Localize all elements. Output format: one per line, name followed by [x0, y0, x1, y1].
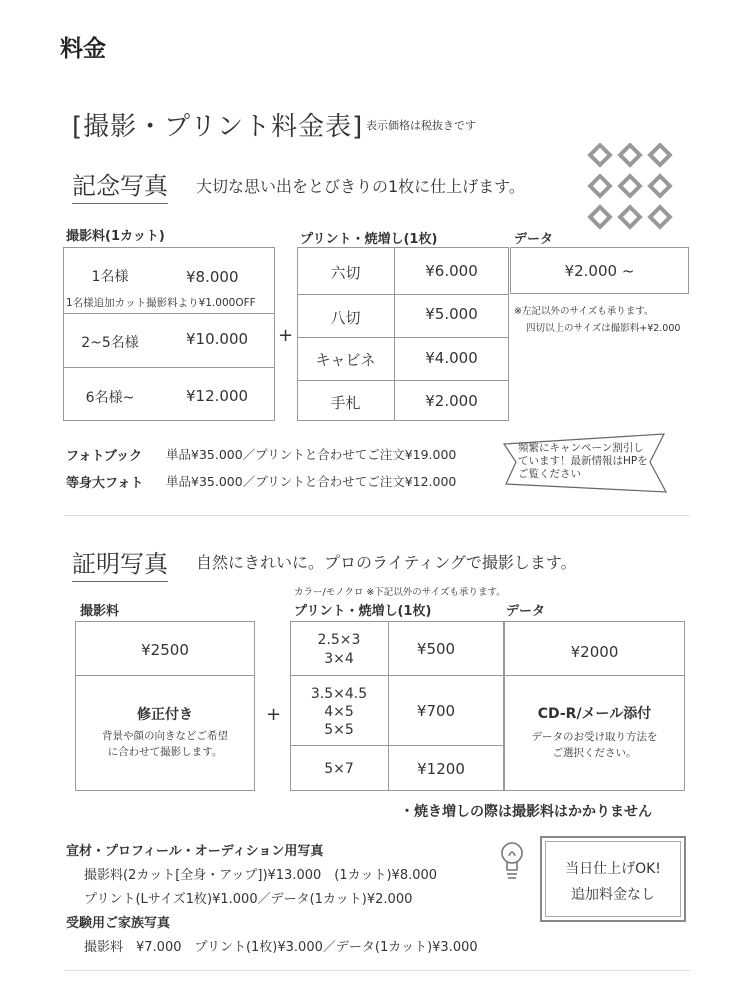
same-day-line-2: 追加料金なし [571, 887, 655, 903]
shoot-price-3: ¥12.000 [186, 387, 249, 405]
id-data-desc-1: データのお受け取り方法を [531, 731, 658, 743]
shoot-price-1: ¥8.000 [186, 268, 239, 286]
id-shoot-price: ¥2500 [141, 641, 189, 659]
memorial-heading: 記念写真 [72, 166, 168, 204]
promo-line-1: 撮影料(2カット[全身・アップ])¥13.000 (1カット)¥8.000 [84, 868, 438, 883]
section-separator [64, 970, 690, 971]
divider [290, 745, 504, 746]
id-print-size-2a: 3.5×4.5 [310, 686, 368, 702]
memorial-data-label: データ [514, 232, 554, 247]
divider [75, 675, 255, 676]
id-data-desc-2: ご選択ください。 [552, 747, 637, 759]
shoot-name-2: 2~5名様 [81, 335, 139, 351]
id-photo-tagline: 自然にきれいに。プロのライティングで撮影します。 [196, 553, 577, 572]
retouch-desc-2: に合わせて撮影します。 [107, 746, 223, 758]
print-price-1: ¥6.000 [425, 262, 478, 280]
id-print-size-2c: 5×5 [324, 722, 354, 738]
retouch-label: 修正付き [137, 707, 193, 723]
id-print-size-2b: 4×5 [324, 704, 354, 720]
tax-note: 表示価格は税抜きです [366, 119, 476, 132]
color-note: カラー/モノクロ ※下記以外のサイズも承ります。 [294, 587, 506, 598]
id-data-method: CD-R/メール添付 [537, 706, 652, 722]
print-price-3: ¥4.000 [425, 349, 478, 367]
print-price-2: ¥5.000 [425, 305, 478, 323]
id-data-price: ¥2000 [570, 643, 619, 661]
memorial-data-note-1: ※左記以外のサイズも承ります。 [514, 306, 654, 317]
family-title: 受験用ご家族写真 [66, 916, 171, 931]
diamond-pattern-icon [585, 143, 681, 235]
memorial-shoot-label: 撮影料(1カット) [66, 229, 165, 244]
id-print-price-1: ¥500 [416, 640, 456, 658]
id-print-price-3: ¥1200 [417, 760, 465, 778]
print-size-1: 六切 [330, 264, 361, 282]
photobook-label: フォトブック [66, 449, 143, 464]
id-shoot-label: 撮影料 [80, 604, 120, 619]
family-line: 撮影料 ¥7.000 プリント(1枚)¥3.000／データ(1カット)¥3.000 [84, 940, 478, 955]
divider [504, 675, 685, 676]
plus-sign: + [266, 704, 282, 725]
reprint-note: ・焼き増しの際は撮影料はかかりません [400, 804, 652, 820]
divider [297, 380, 509, 381]
id-print-size-3: 5×7 [324, 761, 354, 777]
shoot-name-1: 1名様 [91, 269, 129, 285]
divider [63, 367, 275, 368]
promo-title: 宣材・プロフィール・オーディション用写真 [66, 844, 324, 859]
id-data-label: データ [506, 604, 546, 619]
memorial-data-price: ¥2.000 ~ [564, 262, 635, 280]
price-table-title: [撮影・プリント料金表] [72, 112, 364, 142]
promo-line-2: プリント(Lサイズ1枚)¥1.000／データ(1カット)¥2.000 [84, 892, 413, 907]
divider [297, 294, 509, 295]
print-size-2: 八切 [330, 309, 361, 327]
shoot-note: 1名様追加カット撮影料より¥1.000OFF [66, 297, 256, 309]
id-print-label: プリント・焼増し(1枚) [294, 604, 432, 619]
page-title: 料金 [60, 36, 106, 62]
campaign-text: 頻繁にキャンペーン割引しています！最新情報はHPをご覧ください [518, 442, 648, 480]
print-size-4: 手札 [330, 394, 361, 412]
id-print-size-1b: 3×4 [324, 651, 354, 667]
retouch-desc-1: 背景や顔の向きなどご希望 [102, 730, 228, 742]
section-separator [64, 515, 690, 516]
id-print-size-1a: 2.5×3 [317, 632, 361, 648]
shoot-price-2: ¥10.000 [186, 330, 249, 348]
memorial-tagline: 大切な思い出をとびきりの1枚に仕上げます。 [196, 177, 525, 196]
photobook-text: 単品¥35.000／プリントと合わせてご注文¥19.000 [166, 447, 457, 462]
same-day-inner-box [545, 841, 681, 917]
same-day-line-1: 当日仕上げOK! [565, 861, 661, 877]
divider [297, 337, 509, 338]
memorial-data-note-2: 四切以上のサイズは撮影料+¥2.000 [526, 323, 681, 334]
lifesize-text: 単品¥35.000／プリントと合わせてご注文¥12.000 [166, 474, 457, 489]
print-price-4: ¥2.000 [425, 392, 478, 410]
shoot-name-3: 6名様~ [85, 390, 135, 406]
print-size-3: キャビネ [315, 351, 376, 369]
plus-sign: + [278, 325, 294, 346]
lightbulb-icon [497, 838, 527, 886]
lifesize-label: 等身大フォト [66, 476, 144, 491]
divider [63, 313, 275, 314]
id-print-price-2: ¥700 [416, 702, 456, 720]
id-photo-heading: 証明写真 [72, 544, 168, 582]
divider [290, 675, 504, 676]
memorial-print-label: プリント・焼増し(1枚) [300, 232, 438, 247]
